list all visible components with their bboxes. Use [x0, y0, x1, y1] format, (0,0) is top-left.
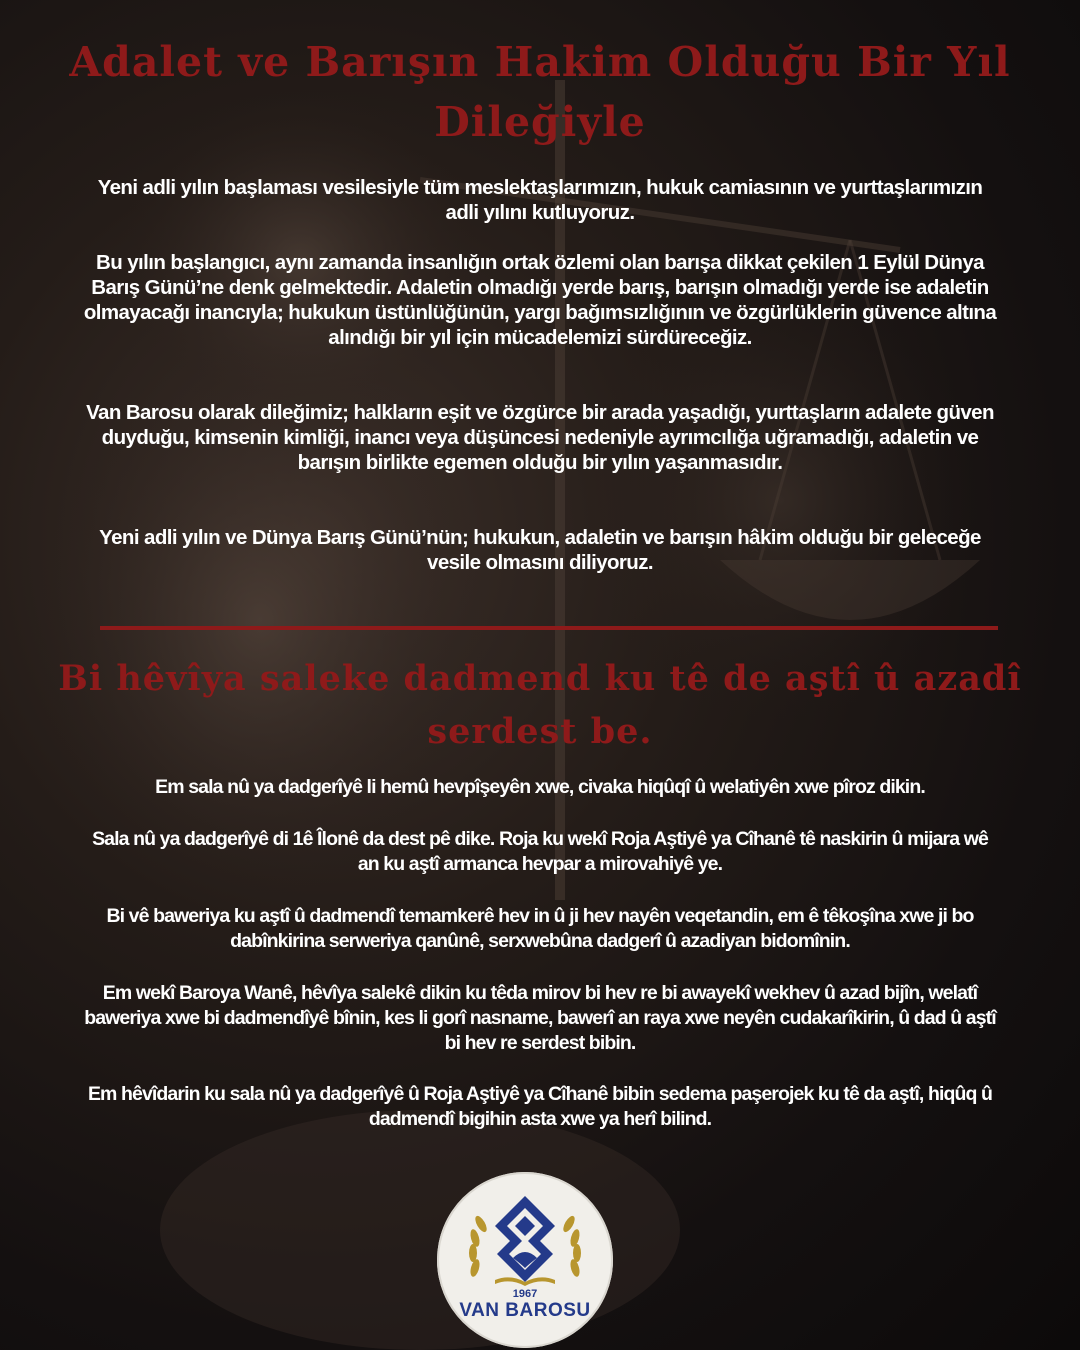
kurdish-paragraph-2: Sala nû ya dadgerîyê di 1ê Îlonê da dest pê dike. Roja ku wekî Roja Aştiyê ya Cîhanê tê naskirin û mijara wê an ku aştî armanca hevpar a mirovahiyê ye. — [92, 828, 988, 875]
kurdish-title: Bi hêvîya saleke dadmend ku tê de aştî û azadî serdest be. — [58, 658, 1022, 752]
kurdish-paragraph-3: Bi vê baweriya ku aştî û dadmendî temamkerê hev in û ji hev nayên veqetandin, em ê têkoşîna xwe ji bo dabînkirina serweriya qanûnê, serxwebûna dadgerî û azadiyan bidomînin. — [106, 905, 974, 952]
turkish-paragraph-2: Bu yılın başlangıcı, aynı zamanda insanlığın ortak özlemi olan barışa dikkat çekilen 1 Eylül Dünya Barış Günü’ne denk gelmektedir. Adaletin olmadığı yerde barış, barışın olmadığı yerde ise adaletin olmayacağı inancıyla; hukukun üstünlüğünün, yargı bağımsızlığının ve özgürlüklerin güvence altına alındığı bir yıl için mücadelemizi sürdüreceğiz. — [83, 251, 997, 349]
kurdish-paragraph-1: Em sala nû ya dadgerîyê li hemû hevpîşeyên xwe, civaka hiqûqî û welatiyên xwe pîroz dikin. — [155, 776, 925, 798]
turkish-paragraph-4: Yeni adli yılın ve Dünya Barış Günü’nün; hukukun, adaletin ve barışın hâkim olduğu bir geleceğe vesile olmasını diliyoruz. — [99, 526, 981, 574]
section-divider — [100, 626, 998, 630]
logo-name: VAN BAROSU — [459, 1300, 591, 1321]
turkish-title: Adalet ve Barışın Hakim Olduğu Bir Yıl Dileğiyle — [69, 38, 1011, 146]
turkish-paragraph-3: Van Barosu olarak dileğimiz; halkların eşit ve özgürce bir arada yaşadığı, yurttaşların adalete güven duyduğu, kimsenin kimliği, inancı veya düşüncesi nedeniyle ayrımcılığa uğramadığı, adaletin ve barışın birlikte egemen olduğu bir yılın yaşanmasıdır. — [86, 401, 994, 474]
kurdish-paragraph-4: Em wekî Baroya Wanê, hêvîya salekê dikin ku têda mirov bi hev re bi awayekî wekhev û azad bijîn, welatî baweriya xwe bi dadmendîyê bînin, kes li gorî nasname, bawerî an raya xwe neyên cudakarîkirin, û dad û aştî bi hev re serdest bibin. — [84, 982, 996, 1054]
turkish-paragraph-1: Yeni adli yılın başlaması vesilesiyle tüm meslektaşlarımızın, hukuk camiasının ve yurttaşlarımızın adli yılını kutluyoruz. — [97, 176, 983, 224]
van-barosu-logo — [437, 1172, 613, 1348]
logo-year: 1967 — [512, 1288, 538, 1300]
kurdish-paragraph-5: Em hêvîdarin ku sala nû ya dadgerîyê û Roja Aştiyê ya Cîhanê bibin sedema paşerojek ku tê da aştî, hiqûq û dadmendî bigihin asta xwe ya herî bilind. — [87, 1083, 993, 1130]
